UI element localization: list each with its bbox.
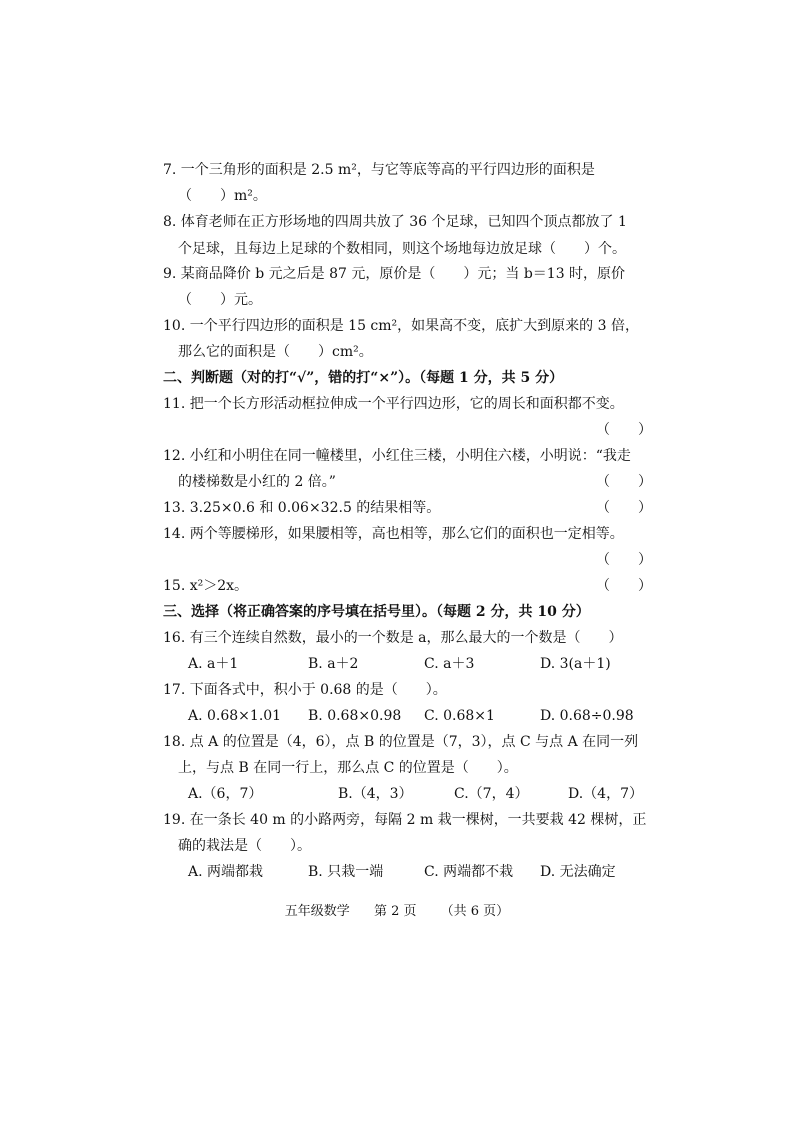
q16-option-c: C. a＋3	[424, 656, 475, 672]
q7-line2: （ ）m²。	[178, 188, 267, 204]
q8-line2: 个足球，且每边上足球的个数相同，则这个场地每边放足球（ ）个。	[178, 241, 626, 257]
q18-option-d: D.（4，7）	[568, 786, 643, 802]
q19-line1: 19. 在一条长 40 m 的小路两旁，每隔 2 m 栽一棵树，一共要栽 42 棵树，正	[163, 812, 647, 828]
q7-line1: 7. 一个三角形的面积是 2.5 m²，与它等底等高的平行四边形的面积是	[163, 162, 595, 178]
q10-line1: 10. 一个平行四边形的面积是 15 cm²，如果高不变，底扩大到原来的 3 倍，	[163, 318, 639, 334]
q8-line1: 8. 体育老师在正方形场地的四周共放了 36 个足球，已知四个顶点都放了 1	[163, 214, 627, 230]
q14-line1: 14. 两个等腰梯形，如果腰相等，高也相等，那么它们的面积也一定相等。	[163, 526, 624, 542]
q18-option-a: A.（6，7）	[188, 786, 263, 802]
q16-option-b: B. a＋2	[308, 656, 359, 672]
q9-line2: （ ）元。	[178, 292, 262, 308]
q10-line2: 那么它的面积是（ ）cm²。	[178, 344, 373, 360]
page-footer	[0, 900, 794, 919]
section-title-choice: 三、选择（将正确答案的序号填在括号里）。（每题 2 分，共 10 分）	[163, 604, 590, 620]
footer-total-pages: （共 6 页）	[440, 904, 510, 919]
q17-option-c: C. 0.68×1	[424, 708, 495, 724]
footer-page-number: 第 2 页	[373, 904, 417, 919]
q11-answer-paren: （ ）	[596, 422, 652, 438]
q15-answer-paren: （ ）	[596, 578, 652, 594]
footer-subject: 五年级数学	[284, 904, 350, 919]
q16-option-a: A. a＋1	[188, 656, 239, 672]
q14-answer-paren: （ ）	[596, 552, 652, 568]
q17-option-a: A. 0.68×1.01	[188, 708, 282, 724]
q17-line1: 17. 下面各式中，积小于 0.68 的是（ ）。	[163, 682, 447, 698]
q15-line1: 15. x²＞2x。	[163, 578, 249, 594]
q12-answer-paren: （ ）	[596, 474, 652, 490]
q13-answer-paren: （ ）	[596, 500, 652, 516]
q19-option-a: A. 两端都栽	[188, 864, 264, 880]
q19-option-c: C. 两端都不栽	[424, 864, 514, 880]
section-title-judgement: 二、判断题（对的打“√”，错的打“×”）。（每题 1 分，共 5 分）	[163, 370, 564, 386]
q18-option-c: C.（7，4）	[454, 786, 529, 802]
q12-line1: 12. 小红和小明住在同一幢楼里，小红住三楼，小明住六楼，小明说：“我走	[163, 448, 631, 464]
q9-line1: 9. 某商品降价 b 元之后是 87 元，原价是（ ）元；当 b＝13 时，原价	[163, 266, 626, 282]
q17-option-b: B. 0.68×0.98	[308, 708, 402, 724]
q18-option-b: B.（4，3）	[338, 786, 413, 802]
q18-line2: 上，与点 B 在同一行上，那么点 C 的位置是（ ）。	[178, 760, 518, 776]
q12-line2: 的楼梯数是小红的 2 倍。”	[178, 474, 336, 490]
q19-option-b: B. 只栽一端	[308, 864, 384, 880]
q17-option-d: D. 0.68÷0.98	[540, 708, 634, 724]
q18-line1: 18. 点 A 的位置是（4，6），点 B 的位置是（7，3），点 C 与点 A 在同一列	[163, 734, 639, 750]
q19-line2: 确的栽法是（ ）。	[178, 838, 311, 854]
q16-option-d: D. 3(a＋1)	[540, 656, 611, 672]
q13-line1: 13. 3.25×0.6 和 0.06×32.5 的结果相等。	[163, 500, 441, 516]
q19-option-d: D. 无法确定	[540, 864, 616, 880]
q11-line1: 11. 把一个长方形活动框拉伸成一个平行四边形，它的周长和面积都不变。	[163, 396, 624, 412]
q16-line1: 16. 有三个连续自然数，最小的一个数是 a，那么最大的一个数是（ ）	[163, 630, 623, 646]
